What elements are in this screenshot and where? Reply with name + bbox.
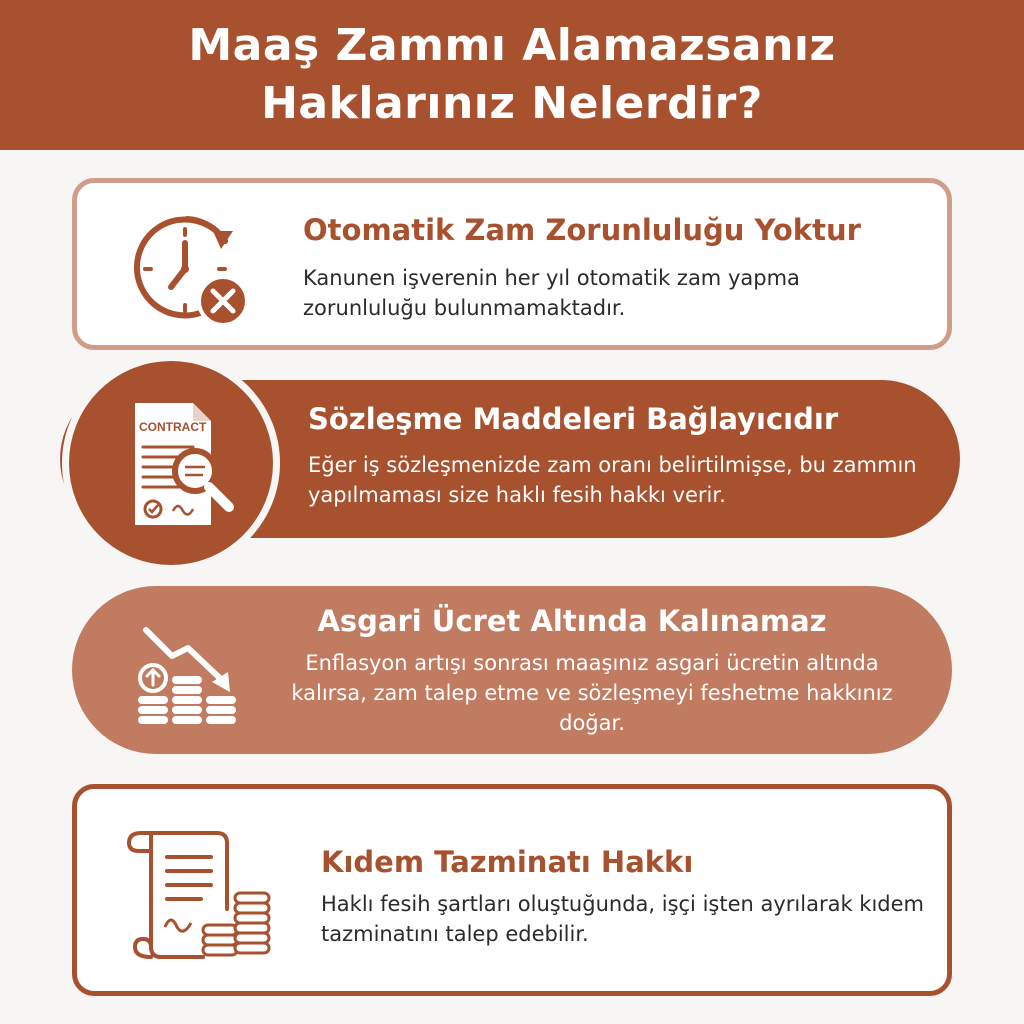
clock-with-cross-icon [125, 201, 255, 331]
card-body: Kanunen işverenin her yıl otomatik zam yapma zorunluluğu bulunmamaktadır. [303, 266, 800, 320]
page-title-line-1: Maaş Zammı Alamazsanız [188, 20, 836, 71]
card-body: Eğer iş sözleşmenizde zam oranı belirtilmişse, bu zammın yapılmaması size haklı fesih hakkı verir. [308, 453, 917, 507]
card-title: Sözleşme Maddeleri Bağlayıcıdır [308, 402, 839, 436]
card-title: Kıdem Tazminatı Hakkı [321, 845, 694, 879]
card-automatic-raise [72, 178, 952, 350]
scroll-coins-icon [123, 819, 283, 969]
falling-coins-icon [132, 622, 252, 732]
card-minimum-wage [72, 586, 952, 754]
page-title-line-2: Haklarınız Nelerdir? [261, 78, 763, 129]
card-title: Asgari Ücret Altında Kalınamaz [317, 604, 827, 638]
card-title: Otomatik Zam Zorunluluğu Yoktur [303, 213, 861, 247]
contract-magnifier-icon [123, 397, 253, 537]
card-body: Enflasyon artışı sonrası maaşınız asgari ücretin altında kalırsa, zam talep etme ve sözleşmeyi feshetme hakkınız doğar. [291, 651, 893, 735]
contract-label: CONTRACT [139, 420, 207, 434]
card-icon-circle [62, 354, 280, 572]
header-banner [0, 0, 1024, 150]
card-body: Haklı fesih şartları oluştuğunda, işçi işten ayrılarak kıdem tazminatını talep edebilir. [321, 892, 924, 946]
card-severance-pay [72, 784, 952, 996]
